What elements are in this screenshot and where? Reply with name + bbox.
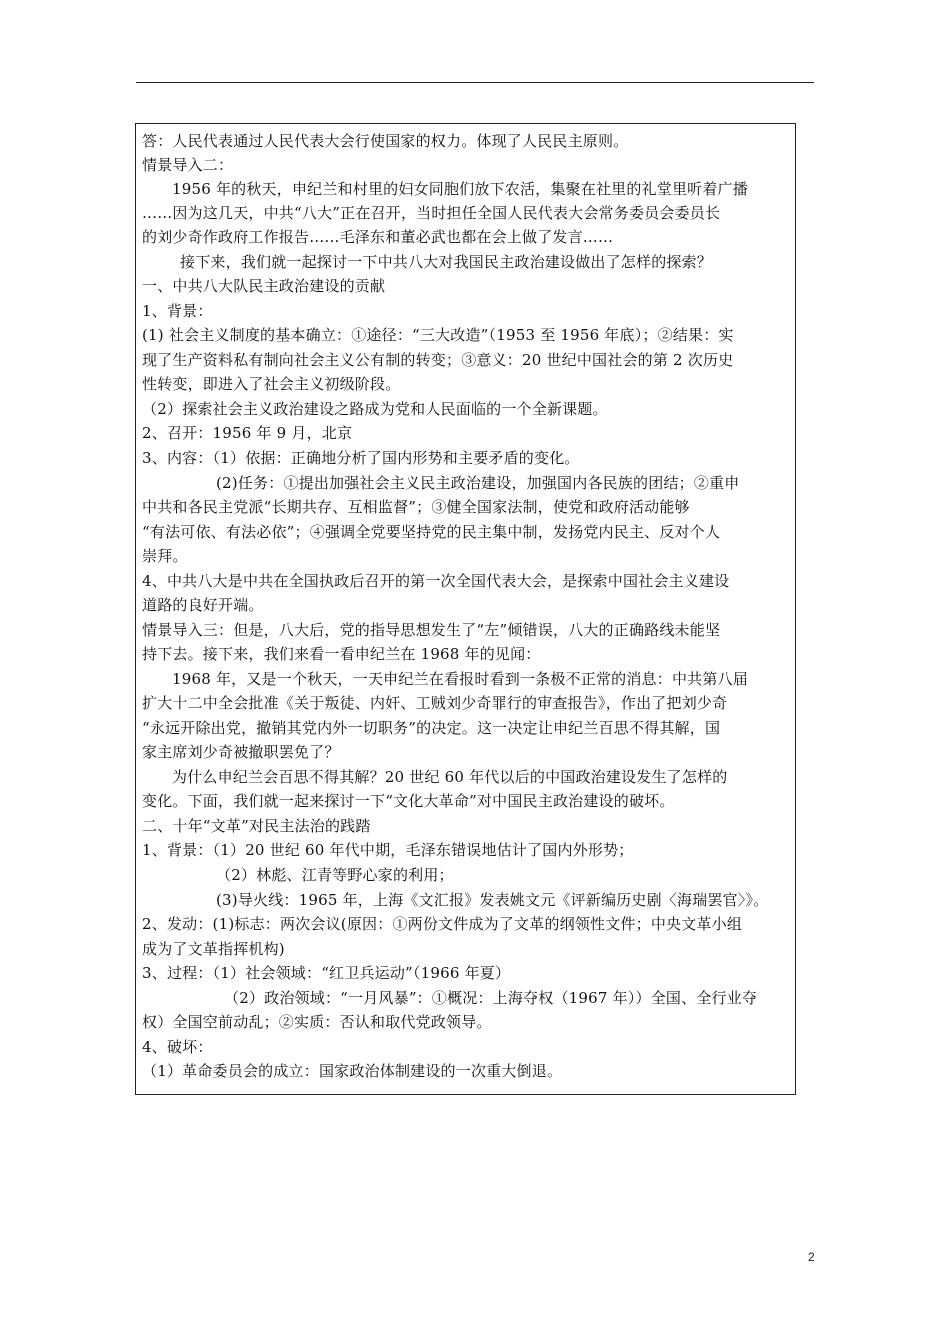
text-line: 持下去。接下来，我们来看一看申纪兰在 1968 年的见闻： xyxy=(142,645,541,663)
text-line: 性转变，即进入了社会主义初级阶段。 xyxy=(142,375,401,393)
text-line: 道路的良好开端。 xyxy=(142,596,264,614)
text-line: 为什么申纪兰会百思不得其解？20 世纪 60 年代以后的中国政治建设发生了怎样的 xyxy=(172,768,728,786)
text-line: 变化。下面，我们就一起来探讨一下“文化大革命”对中国民主政治建设的破坏。 xyxy=(142,792,675,810)
text-line: （2）林彪、江青等野心家的利用； xyxy=(216,866,454,884)
text-line: (1) 社会主义制度的基本确立：①途径：“三大改造”（1953 至 1956 年底）；②结果：实 xyxy=(142,326,734,344)
page-number: 2 xyxy=(808,1250,815,1264)
text-line: “有法可依、有法必依”；④强调全党要坚持党的民主集中制，发扬党内民主、反对个人 xyxy=(142,523,721,541)
section-heading: 二、十年“文革”对民主法治的践踏 xyxy=(142,817,371,835)
text-line: 4、中共八大是中共在全国执政后召开的第一次全国代表大会，是探索中国社会主义建设 xyxy=(142,572,730,590)
text-line: 成为了文革指挥机构) xyxy=(142,940,285,958)
text-line: 现了生产资料私有制向社会主义公有制的转变；③意义：20 世纪中国社会的第 2 次历史 xyxy=(142,351,734,369)
text-line: 3、内容：（1）依据：正确地分析了国内形势和主要矛盾的变化。 xyxy=(142,449,580,467)
text-line: 中共和各民主党派“长期共存、互相监督”；③健全国家法制，使党和政府活动能够 xyxy=(142,498,690,516)
text-line: （2）政治领域：“一月风暴”：①概况：上海夺权（1967 年））全国、全行业夺 xyxy=(224,989,758,1007)
text-line: 接下来，我们就一起探讨一下中共八大对我国民主政治建设做出了怎样的探索？ xyxy=(180,253,713,271)
text-line: (3)导火线：1965 年，上海《文汇报》发表姚文元《评新编历史剧〈海瑞罢官〉》。 xyxy=(216,891,769,909)
text-line: （2）探索社会主义政治建设之路成为党和人民面临的一个全新课题。 xyxy=(142,400,608,418)
text-line: 的刘少奇作政府工作报告……毛泽东和董必武也都在会上做了发言…… xyxy=(142,228,614,246)
section-heading: 一、中共八大队民主政治建设的贡献 xyxy=(142,277,386,295)
text-line: 2、召开：1956 年 9 月，北京 xyxy=(142,424,353,442)
text-line: 答：人民代表通过人民代表大会行使国家的权力。体现了人民民主原则。 xyxy=(142,132,629,150)
text-line: 权）全国空前动乱；②实质：否认和取代党政领导。 xyxy=(142,1013,492,1031)
text-line: 1956 年的秋天，申纪兰和村里的妇女同胞们放下农活，集聚在社里的礼堂里听着广播 xyxy=(172,180,748,198)
text-line: 情景导入二： xyxy=(142,156,234,174)
text-line: 家主席刘少奇被撤职罢免了？ xyxy=(142,743,340,761)
text-line: (2)任务：①提出加强社会主义民主政治建设，加强国内各民族的团结；②重申 xyxy=(216,474,740,492)
text-line: 2、发动：(1)标志：两次会议(原因：①两份文件成为了文革的纲领性文件；中央文革小组 xyxy=(142,915,743,933)
header-rule xyxy=(136,82,814,83)
text-line: 1、背景： xyxy=(142,302,213,320)
text-line: 扩大十二中全会批准《关于叛徒、内奸、工贼刘少奇罪行的审查报告》，作出了把刘少奇 xyxy=(142,694,728,712)
text-line: 崇拜。 xyxy=(142,547,188,565)
text-line: （1）革命委员会的成立：国家政治体制建设的一次重大倒退。 xyxy=(142,1062,563,1080)
content-box xyxy=(135,123,796,1095)
text-line: 1、背景：（1）20 世纪 60 年代中期，毛泽东错误地估计了国内外形势； xyxy=(142,841,634,859)
text-line: 4、破坏： xyxy=(142,1038,213,1056)
text-line: 3、过程：（1）社会领域：“红卫兵运动”（1966 年夏） xyxy=(142,964,511,982)
text-line: “永远开除出党，撤销其党内外一切职务”的决定。这一决定让申纪兰百思不得其解，国 xyxy=(142,719,721,737)
text-line: ……因为这几天，中共“八大”正在召开，当时担任全国人民代表大会常务委员会委员长 xyxy=(142,204,721,222)
text-line: 1968 年，又是一个秋天，一天申纪兰在看报时看到一条极不正常的消息：中共第八届 xyxy=(172,670,748,688)
text-line: 情景导入三：但是，八大后，党的指导思想发生了“左”倾错误，八大的正确路线未能坚 xyxy=(142,621,721,639)
